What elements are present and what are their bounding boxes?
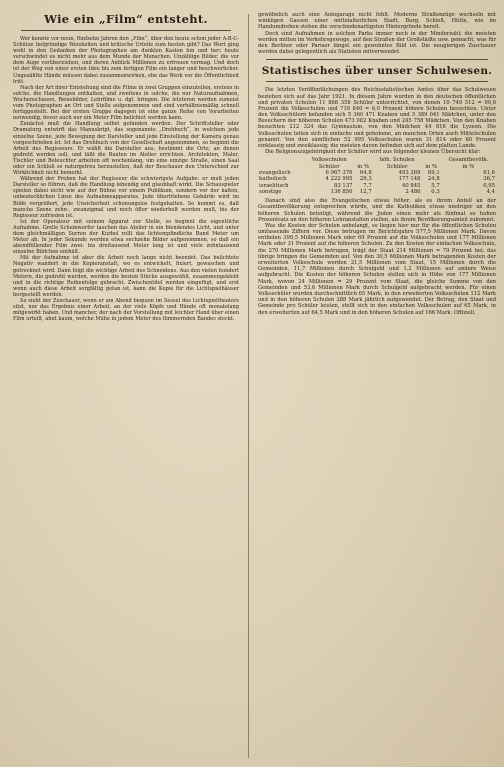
- table-cell: sonstige: [259, 188, 282, 195]
- table-cell: 177 148: [398, 176, 421, 183]
- religion-table: [258, 157, 496, 195]
- table-cell: 2 486: [405, 188, 421, 195]
- table-cell: 4 222 995: [325, 176, 353, 183]
- film-paragraph: So sieht der Zuschauer, wenn er am Abend bequem im Sessel des Lichtspieltheaters sitzt, nur das Ergebnis einer Arbeit, an der viele Köpfe und Hände oft monatelang mitgewirkt haben. Und mancher, der nach der Vorstellung mit leichter Hand über einen Film urteilt, ahnt kaum, welche Mühe in jedem Meter des flimmernden Bandes steckt.: [13, 298, 239, 323]
- film-paragraph: Ist der Operateur mit seinem Apparat zur Stelle, so beginnt die eigentliche Aufnahme. Grelle Scheinwerfer tauchen das Atelier in ein blendendes Licht, und unter dem gleichmäßigen Surren der Kurbel rollt das lichtempfindliche Band Meter um Meter ab. In jeder Sekunde werden etwa sechzehn Bilder aufgenommen, so daß ein abendfüllender Film zwei- bis dreitausend Meter lang ist und viele zehntausend einzelne Bildchen enthält.: [13, 218, 239, 256]
- table-cell: 12,7: [359, 188, 372, 195]
- title-rule: [21, 30, 231, 31]
- table-cell: 40 845: [401, 182, 421, 189]
- religion-intro: Die Religionszugehörigkeit der Schüler wird aus folgender kleinen Übersicht klar:: [265, 149, 481, 156]
- table-cell: 64,8: [359, 169, 372, 176]
- table-cell: 83 137: [333, 182, 353, 189]
- article-title-statistics: Statistisches über unser Schulwesen.: [261, 65, 493, 78]
- table-header: Gesamtbevölk.: [448, 157, 489, 164]
- table-header: höh. Schulen: [379, 157, 415, 164]
- table-cell: katholisch: [259, 176, 287, 183]
- film-paragraph: Während der Proben hat der Regisseur die schwierigste Aufgabe: er muß jeden Darsteller so führen, daß die Handlung lebendig und glaubhaft wirkt. Die Schauspieler spielen dabei nicht wie auf der Bühne vor einem Publikum, sondern vor der kalten, unbestechlichen Linse des Aufnahmeapparates. Jede übertriebene Gebärde wird im Bilde vergrößert, jede Unsicherheit schonungslos festgehalten. So kommt es, daß manche Szene zehn-, zwanzigmal und noch öfter wiederholt werden muß, bis der Regisseur zufrieden ist.: [13, 176, 239, 219]
- table-cell: 5,7: [431, 182, 440, 189]
- right-column: [258, 12, 496, 760]
- film-paragraph: Zunächst muß die Handlung selbst gefunden werden. Der Schriftsteller oder Dramaturg entwirft das Manuskript, das sogenannte „Drehbuch“, in welchem jede einzelne Szene, jede Bewegung der Darsteller und jede Einstellung der Kamera genau vorgeschrieben ist. Ist das Drehbuch von der Gesellschaft angenommen, so beginnt die Arbeit des Regisseurs. Er wählt die Darsteller aus, bestimmt die Orte, an denen gedreht werden soll, und läßt die Bauten im Atelier errichten. Architekten, Maler, Tischler und Beleuchter arbeiten oft wochenlang, um eine einzige Straße, einen Saal oder ein Schloß so naturgetreu herzustellen, daß der Beschauer den Unterschied zur Wirklichkeit nicht bemerkt.: [13, 121, 239, 177]
- article-title-film: Wie ein „Film“ entsteht.: [44, 12, 208, 26]
- table-cell: 493 269: [398, 169, 421, 176]
- table-cell: 4,4: [486, 188, 495, 195]
- table-cell: 69,1: [427, 169, 440, 176]
- table-cell: 7,7: [363, 182, 372, 189]
- table-header: Volksschulen: [311, 157, 347, 164]
- film-paragraph: Wer kennte vor neun, fünfzehn Jahren den „Film“, über den heute schon jeder A-B-C-Schütze tiefgründige Weisheiten und kritische Urteile zum besten gibt? Das Wort ging wohl in den Gedanken der Photographen am dunklen Kasten hin und her; heute verschwindet es nicht mehr aus dem Munde der Menschen. Unzählige Bilder, die vor dem Auge vorüberziehen, und deren Anblick Millionen zu erfreuen vermag. Und doch ist der Weg von einer ersten Idee bis zum fertigen Film ein langer und beschwerlicher. Ungezählte Hände müssen dabei zusammenwirken, ehe das Werk vor die Öffentlichkeit tritt.: [13, 36, 239, 85]
- religion-analysis: Danach sind also die Evangelischen etwas höher, als es ihrem Anteil an der Gesamtbevölkerung entsprechen würde, und die Katholiken etwas niedriger an den höheren Schulen beteiligt, während die Juden einen mehr als fünfmal so hohen Prozentsatz an den höheren Lehranstalten stellen, als ihrem Bevölkerungsanteil zukommt.: [258, 198, 496, 223]
- table-cell: israelitisch: [259, 182, 289, 189]
- table-subheader: Schüler: [386, 163, 408, 170]
- table-subheader: in %: [462, 163, 475, 170]
- column-divider: [248, 14, 249, 758]
- table-cell: 6 967 376: [325, 169, 353, 176]
- table-cell: 61,6: [483, 169, 495, 176]
- table-cell: 0,3: [431, 188, 440, 195]
- title-rule: [266, 81, 488, 82]
- film-paragraph: Mit der Aufnahme ist aber die Arbeit noch lange nicht beendet. Das belichtete Negativ wandert in die Kopieranstalt, wo es entwickelt, fixiert, gewaschen und getrocknet wird. Dann folgt die wichtige Arbeit des Schneidens. Aus den vielen hundert Metern, die gedreht wurden, werden die besten Stücke ausgewählt, zusammengeklebt und in die richtige Reihenfolge gebracht. Zwischentitel werden eingefügt, und erst wenn auch diese Arbeit sorgfältig getan ist, kann die Kopie für die Lichtspielhäuser hergestellt werden.: [13, 255, 239, 298]
- left-column: [13, 12, 239, 760]
- table-subheader: Schüler: [318, 163, 340, 170]
- film-continuation: Doch sind Aufnahmen in solchen Parks immer noch in der Minderzahl; die meisten werden mitten im Verkehrsgewoge, auf den Straßen der Großstädte usw. gemacht, was für den Berliner oder Pariser längst ein gewohntes Bild ist. Die neugierigen Zuschauer werden dabei gelegentlich als Statisten mitverwendet.: [258, 30, 496, 56]
- table-subheader: in %: [357, 163, 370, 170]
- film-continuation: gewöhnlich auch eine Autogarage nicht fehlt. Moderne Straßenzüge wechseln mit winkligen Gassen einer mittelalterlichen Stadt, Burg, Schloß, Hütte, wie im Handumdrehen stehen die verschiedenartigsten Hintergründe bereit.: [258, 12, 496, 31]
- table-cell: 36,7: [483, 176, 495, 183]
- table-row: [258, 189, 496, 195]
- table-cell: 29,3: [359, 176, 372, 183]
- film-paragraph: Nach der Art ihrer Entstehung sind die Filme in zwei Gruppen einzuteilen, erstens in solche, die Handlungen enthalten, und zweitens in solche, die nur Naturaufnahmen, Wochenschauen, Reisebilder, Lehrfilme u. dgl. bringen. Die letzteren werden zumeist vom Photographen an Ort und Stelle aufgenommen und sind verhältnismäßig schnell fertiggestellt. Bei der ersten Gruppe dagegen ist eine ganze Reihe von Vorarbeiten notwendig, bevor auch nur ein Meter Film belichtet werden kann.: [13, 84, 239, 122]
- statistics-intro: Die letzten Veröffentlichungen des Reichsstatistischen Amtes über das Schulwesen beziehen sich auf das Jahr 1921. In diesem Jahre wurden in den deutschen öffentlichen und privaten Schulen 11 868 358 Schüler unterrichtet, von denen 10 749 512 = 90,6 Prozent die Volksschulen und 718 840 = 6,0 Prozent höhere Schulen besuchten. Unter den Volksschülern befanden sich 5 360 471 Knaben und 5 389 041 Mädchen, unter den Besuchern der höheren Schulen 473 082 Knaben und 245 758 Mädchen. Von den Knaben besuchten 212 324 das Gymnasium, von den Mädchen 44 816 die Lyzeen. Die Volksschulen teilen sich in einfache und gehobene, an manchen Orten auch Mittelschulen genannt. Von den sämtlichen 52 995 Volksschulen waren 31 814 oder 60 Prozent einklassig und zweiklassig; die meisten davon befinden sich auf dem platten Lande.: [258, 87, 496, 149]
- section-rule: [266, 59, 488, 60]
- table-cell: 0,95: [483, 182, 495, 189]
- costs-paragraph: Was die Kosten der Schulen anbelangt, so liegen hier nur für die öffentlichen Schulen umfassende Ziffern vor. Diese betrugen im Berichtsjahre 577,5 Millionen Mark. Davon entfielen 399,5 Millionen Mark oder 69 Prozent auf die Volksschulen und 177 Millionen Mark oder 31 Prozent auf die höheren Schulen. Zu den Kosten der einfachen Volksschule, die 270 Millionen Mark betrugen, trägt der Staat 214 Millionen = 79 Prozent bei; das übrige bringen die Gemeinden auf. Von den 30,5 Millionen Mark betragenden Kosten der erweiterten Volksschule werden 21,5 Millionen vom Staat, 15 Millionen durch die Gemeinden, 11,7 Millionen durch Schulgeld und 1,2 Millionen auf andere Weise aufgebracht. Die Kosten der höheren Schulen stellen sich in Höhe von 177 Millionen Mark, wovon 24 Millionen = 29 Prozent vom Staat, die gleiche Summe von den Gemeinden und 53,6 Millionen Mark durch Schulgeld aufgebracht werden. Für einen Volksschüler wurden durchschnittlich 65 Mark, in den erweiterten Volksschulen 112 Mark und in den höheren Schulen 288 Mark jährlich aufgewendet. Der Betrag, den Staat und Gemeinde pro Schüler leisten, stellt sich in den einfachen Volksschulen auf 65 Mark, in den erweiterten auf 64,5 Mark und in den höheren Schulen auf 166 Mark. Offiziell.: [258, 222, 496, 316]
- table-cell: 136 850: [330, 188, 353, 195]
- table-cell: 24,8: [427, 176, 440, 183]
- table-subheader: in %: [425, 163, 438, 170]
- table-cell: evangelisch: [259, 169, 291, 176]
